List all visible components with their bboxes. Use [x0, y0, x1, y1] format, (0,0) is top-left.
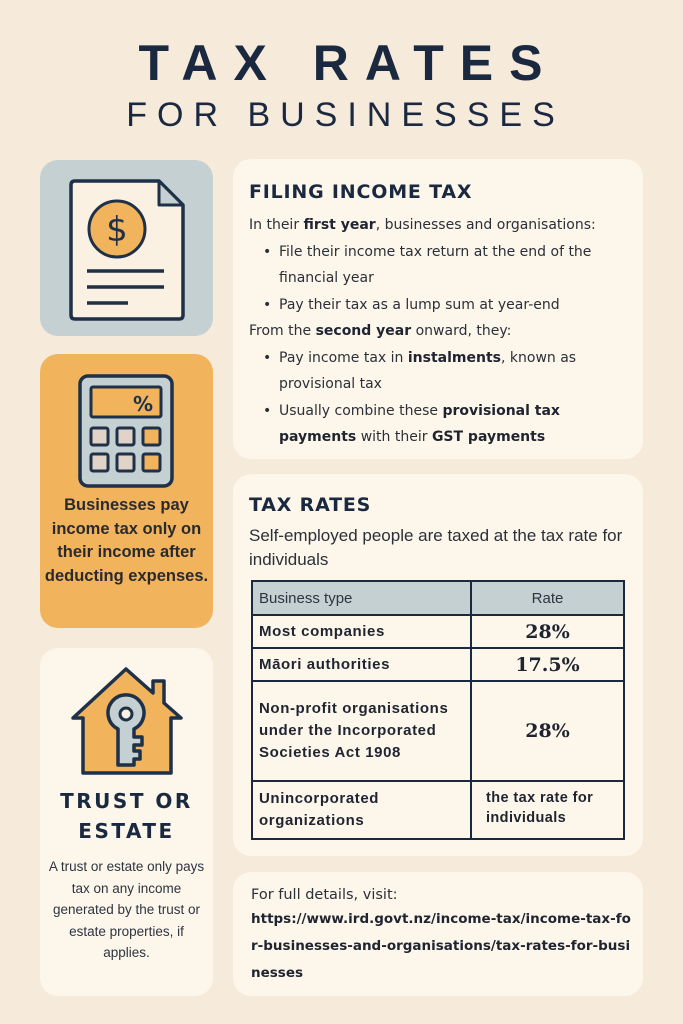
table-row	[252, 781, 624, 839]
business-type-cell: Māori authorities	[252, 648, 471, 681]
first-year-intro: In their first year, businesses and organisations:	[249, 217, 596, 233]
header-rate: Rate	[471, 581, 624, 615]
calculator-percent-icon	[78, 374, 174, 488]
list-item: • File their income tax return at the end of the financial year	[263, 239, 634, 292]
first-year-list	[249, 239, 634, 319]
filing-body	[249, 212, 634, 451]
filing-income-tax-card	[233, 159, 643, 459]
page-title: TAX RATES	[138, 35, 559, 91]
rates-title: TAX RATES	[249, 494, 372, 516]
document-dollar-icon	[67, 179, 187, 323]
header-business-type: Business type	[252, 581, 471, 615]
rates-subtitle: Self-employed people are taxed at the tax rate for individuals	[249, 526, 623, 569]
rate-cell: the tax rate for individuals	[471, 781, 624, 839]
trust-description: A trust or estate only pays tax on any income generated by the trust or estate properties, if applies.	[48, 859, 205, 960]
details-label: For full details, visit:	[251, 887, 398, 903]
house-key-icon	[70, 665, 184, 779]
tax-rates-card	[233, 474, 643, 856]
calculator-card	[40, 354, 213, 628]
document-card	[40, 160, 213, 336]
second-year-intro: From the second year onward, they:	[249, 323, 512, 339]
rate-cell: 28%	[471, 615, 624, 648]
table-row	[252, 648, 624, 681]
tax-rates-table	[251, 580, 625, 840]
trust-title: TRUST OR ESTATE	[60, 789, 193, 843]
table-row	[252, 681, 624, 781]
list-item: • Pay income tax in instalments, known as provisional tax	[263, 345, 634, 398]
details-link-card	[233, 872, 643, 996]
table-header-row	[252, 581, 624, 615]
details-url-link[interactable]: https://www.ird.govt.nz/income-tax/income-tax-for-businesses-and-organisations/tax-rates-for-businesses	[251, 911, 631, 981]
second-year-list	[249, 345, 634, 451]
page-subtitle: FOR BUSINESSES	[126, 96, 565, 134]
filing-title: FILING INCOME TAX	[249, 181, 473, 203]
table-row	[252, 615, 624, 648]
business-type-cell: Unincorporated organizations	[252, 781, 471, 839]
list-item: • Pay their tax as a lump sum at year-end	[263, 292, 634, 319]
trust-estate-card	[40, 648, 213, 996]
list-item: • Usually combine these provisional tax payments with their GST payments	[263, 398, 634, 451]
business-type-cell: Most companies	[252, 615, 471, 648]
calculator-note: Businesses pay income tax only on their income after deducting expenses.	[44, 496, 209, 585]
svg-text:$: $	[106, 210, 128, 250]
rate-cell: 17.5%	[471, 648, 624, 681]
svg-text:%: %	[132, 392, 153, 416]
rate-cell: 28%	[471, 681, 624, 781]
business-type-cell: Non-profit organisations under the Incorporated Societies Act 1908	[252, 681, 471, 781]
